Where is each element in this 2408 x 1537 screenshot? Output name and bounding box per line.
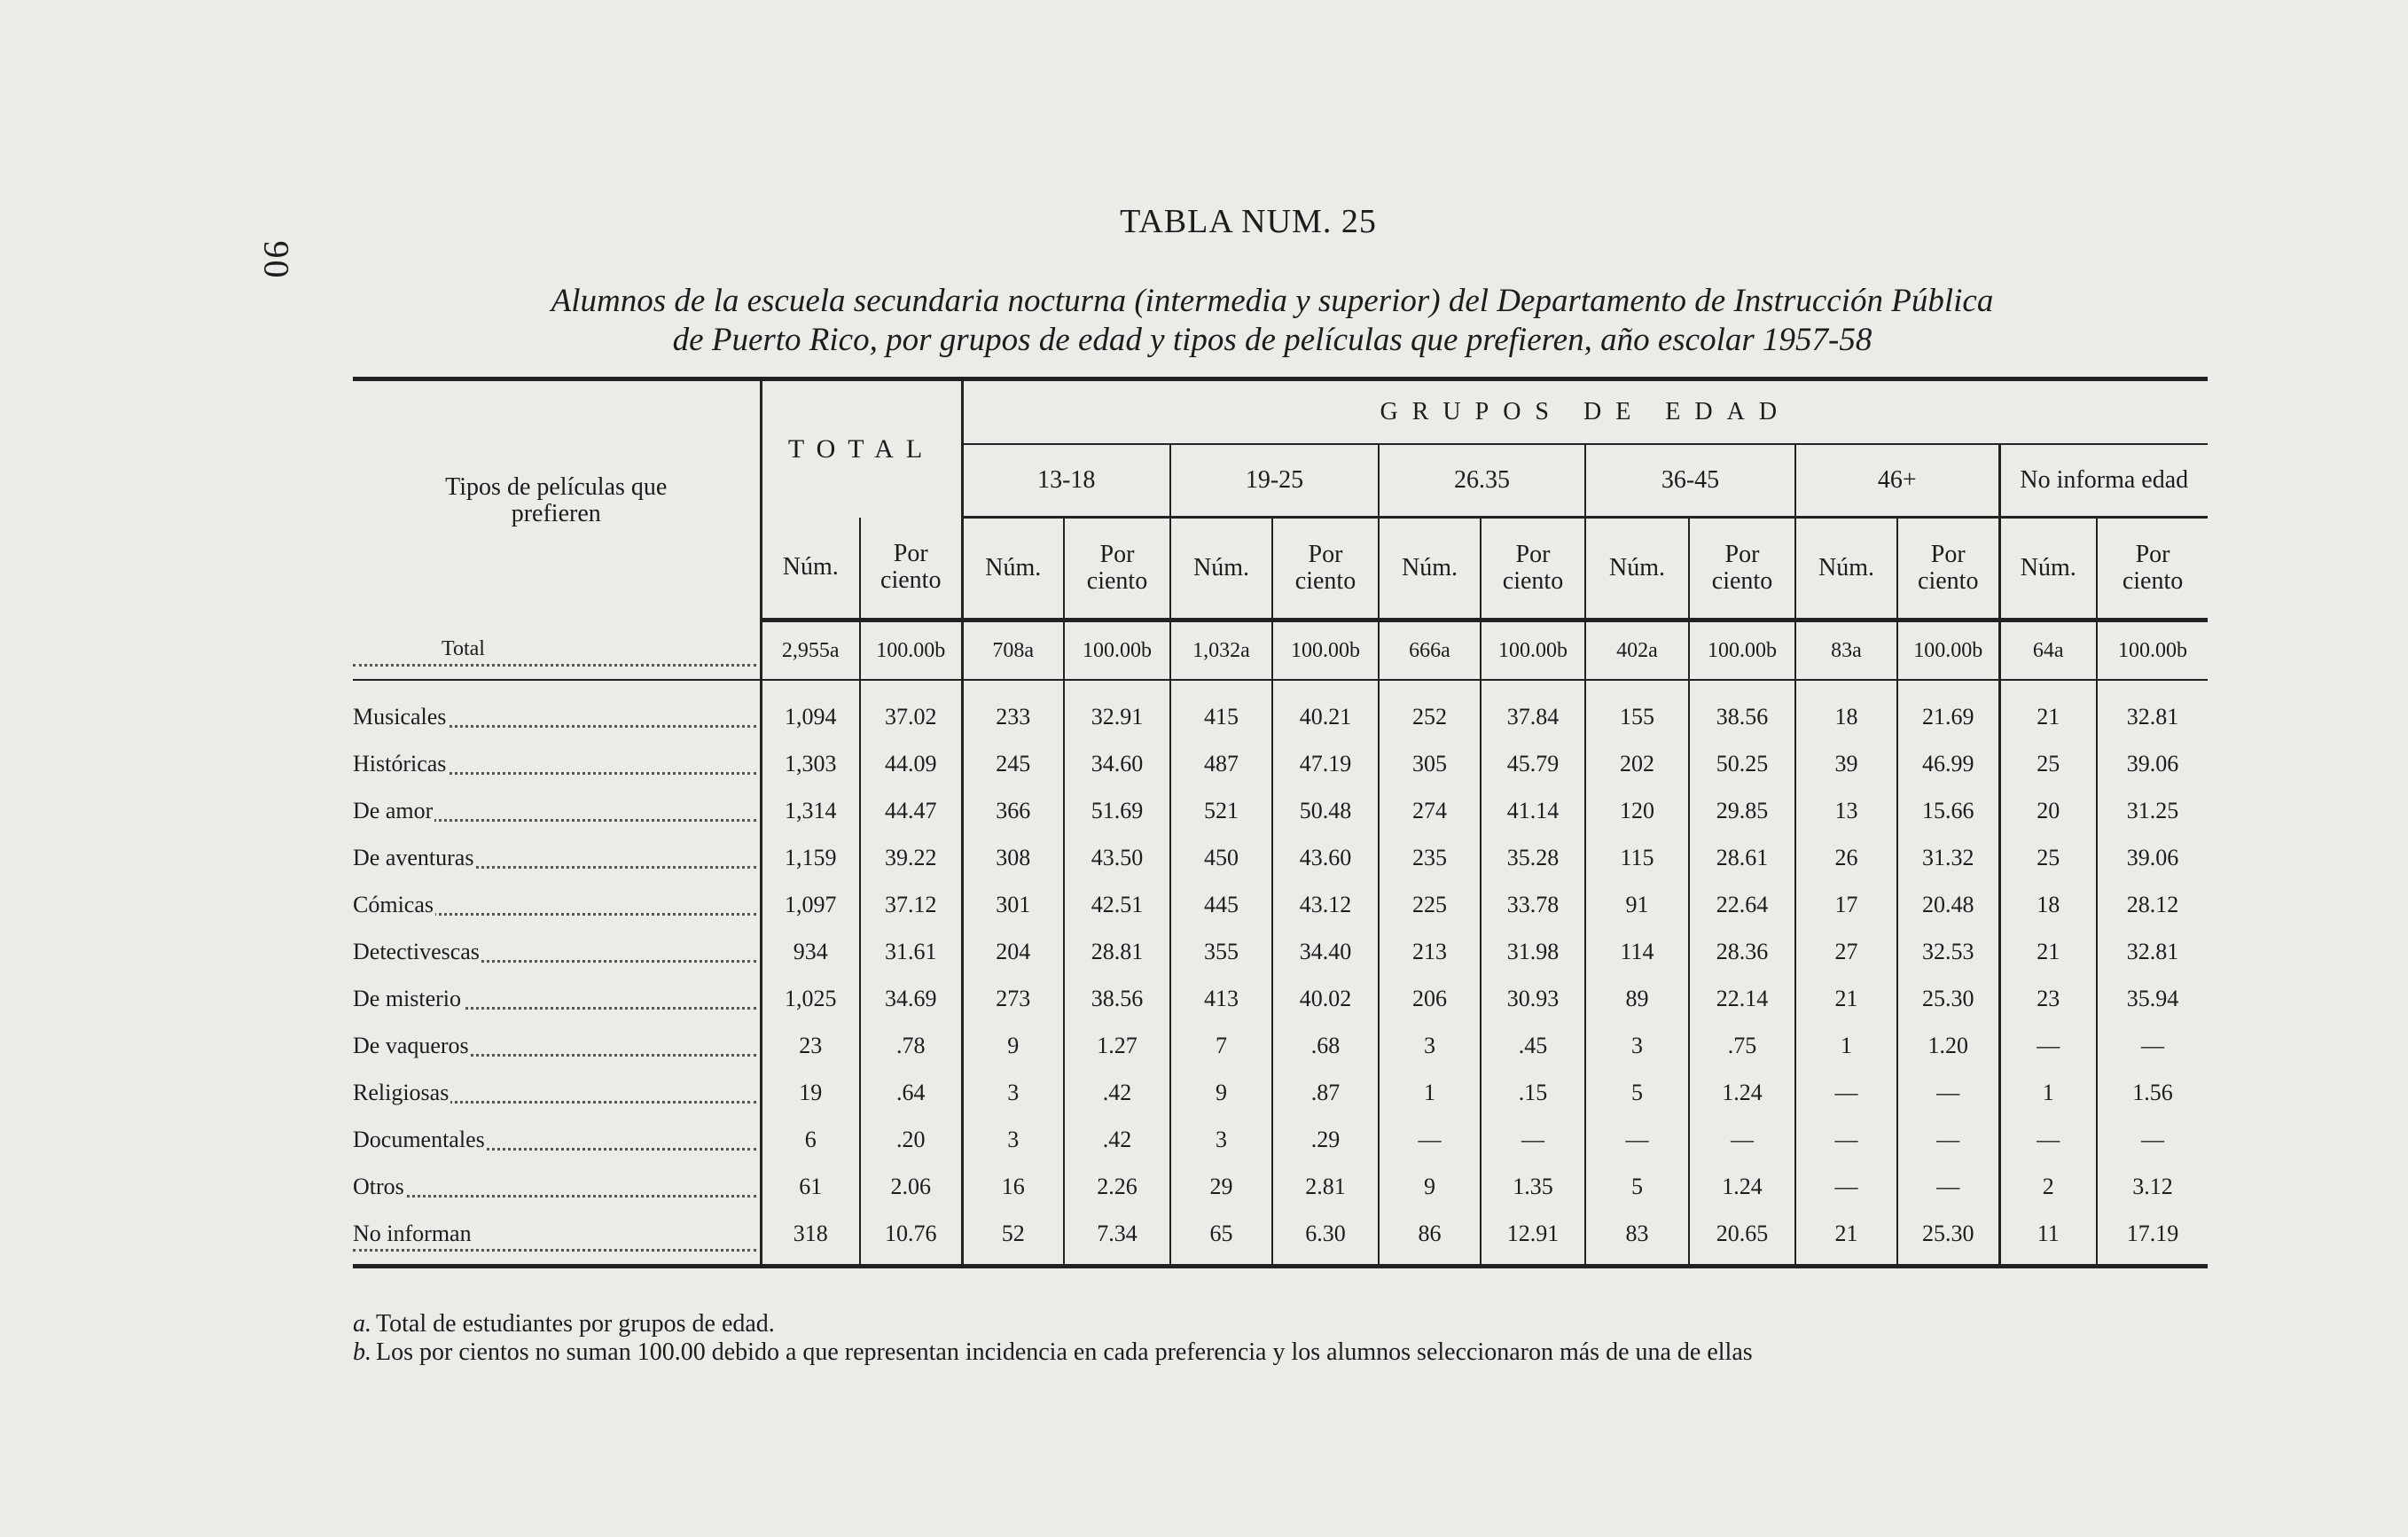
row-label: De vaqueros: [353, 1022, 761, 1069]
percent-cell: 35.28: [1481, 834, 1585, 881]
count-cell: 25: [1999, 740, 2097, 787]
count-cell: 235: [1379, 834, 1481, 881]
count-cell: 233: [962, 680, 1064, 740]
percent-cell: 2.26: [1064, 1163, 1170, 1210]
count-cell: 5: [1585, 1163, 1689, 1210]
percent-cell: 39.22: [860, 834, 962, 881]
count-cell: 204: [962, 928, 1064, 975]
percent-cell: 1.56: [2097, 1069, 2208, 1116]
percent-cell: —: [2097, 1116, 2208, 1163]
percent-cell: 7.34: [1064, 1210, 1170, 1267]
count-cell: 1,097: [761, 881, 860, 928]
count-cell: 52: [962, 1210, 1064, 1267]
percent-cell: 37.12: [860, 881, 962, 928]
percent-cell: 37.84: [1481, 680, 1585, 740]
num-column-header: Núm.: [1170, 518, 1272, 620]
count-cell: 83: [1585, 1210, 1689, 1267]
row-label: De amor: [353, 787, 761, 834]
count-cell: 20: [1999, 787, 2097, 834]
row-label: Musicales: [353, 680, 761, 740]
percent-cell: .29: [1272, 1116, 1379, 1163]
count-cell: 9: [962, 1022, 1064, 1069]
count-cell: 26: [1795, 834, 1897, 881]
count-cell: 487: [1170, 740, 1272, 787]
table-row: [353, 928, 2208, 975]
percent-cell: 25.30: [1897, 1210, 1999, 1267]
count-cell: 1,314: [761, 787, 860, 834]
percent-cell: 46.99: [1897, 740, 1999, 787]
age-group-26-35: 26.35: [1379, 444, 1585, 518]
percent-cell: 28.36: [1689, 928, 1795, 975]
percent-cell: 35.94: [2097, 975, 2208, 1022]
count-cell: 252: [1379, 680, 1481, 740]
percent-cell: 1.35: [1481, 1163, 1585, 1210]
percent-cell: 37.02: [860, 680, 962, 740]
percent-cell: 50.25: [1689, 740, 1795, 787]
percent-cell: 20.48: [1897, 881, 1999, 928]
count-cell: —: [1999, 1022, 2097, 1069]
footnote-a: [353, 1310, 2215, 1338]
percent-cell: 43.50: [1064, 834, 1170, 881]
percent-cell: 34.60: [1064, 740, 1170, 787]
total-percent-cell: 100.00b: [1897, 620, 1999, 681]
percent-column-header: Por ciento: [860, 518, 962, 620]
percent-cell: 38.56: [1689, 680, 1795, 740]
percent-column-header: Por ciento: [1897, 518, 1999, 620]
table-row: [353, 881, 2208, 928]
table-title: TABLA NUM. 25: [1120, 203, 1377, 240]
percent-cell: 22.64: [1689, 881, 1795, 928]
percent-cell: 30.93: [1481, 975, 1585, 1022]
count-cell: 9: [1379, 1163, 1481, 1210]
percent-cell: 38.56: [1064, 975, 1170, 1022]
count-cell: 21: [1999, 680, 2097, 740]
percent-cell: 32.91: [1064, 680, 1170, 740]
percent-cell: .75: [1689, 1022, 1795, 1069]
count-cell: 1,094: [761, 680, 860, 740]
total-count-cell: 666a: [1379, 620, 1481, 681]
age-group-no-informa: No informa edad: [1999, 444, 2208, 518]
count-cell: 1,025: [761, 975, 860, 1022]
total-percent-cell: 100.00b: [860, 620, 962, 681]
count-cell: 13: [1795, 787, 1897, 834]
percent-cell: 34.40: [1272, 928, 1379, 975]
age-group-36-45: 36-45: [1585, 444, 1795, 518]
table-row: [353, 740, 2208, 787]
count-cell: 21: [1999, 928, 2097, 975]
total-count-cell: 64a: [1999, 620, 2097, 681]
count-cell: 245: [962, 740, 1064, 787]
count-cell: 206: [1379, 975, 1481, 1022]
count-cell: 65: [1170, 1210, 1272, 1267]
row-label: Históricas: [353, 740, 761, 787]
percent-cell: 44.09: [860, 740, 962, 787]
total-percent-cell: 100.00b: [1481, 620, 1585, 681]
percent-cell: 29.85: [1689, 787, 1795, 834]
percent-cell: 31.32: [1897, 834, 1999, 881]
count-cell: 318: [761, 1210, 860, 1267]
count-cell: 1,303: [761, 740, 860, 787]
percent-cell: 25.30: [1897, 975, 1999, 1022]
count-cell: 213: [1379, 928, 1481, 975]
count-cell: 18: [1795, 680, 1897, 740]
percent-cell: .87: [1272, 1069, 1379, 1116]
percent-cell: .78: [860, 1022, 962, 1069]
percent-cell: 43.12: [1272, 881, 1379, 928]
total-count-cell: 708a: [962, 620, 1064, 681]
count-cell: 934: [761, 928, 860, 975]
table-row: [353, 975, 2208, 1022]
percent-cell: 1.24: [1689, 1163, 1795, 1210]
percent-column-header: Por ciento: [1272, 518, 1379, 620]
table-row: [353, 787, 2208, 834]
total-count-cell: 1,032a: [1170, 620, 1272, 681]
percent-cell: 43.60: [1272, 834, 1379, 881]
count-cell: 1,159: [761, 834, 860, 881]
count-cell: 155: [1585, 680, 1689, 740]
count-cell: 3: [1170, 1116, 1272, 1163]
subtitle-line-2: de Puerto Rico, por grupos de edad y tipos de películas que prefieren, año escolar 1957-58: [672, 322, 1872, 358]
count-cell: 115: [1585, 834, 1689, 881]
percent-cell: .15: [1481, 1069, 1585, 1116]
count-cell: 450: [1170, 834, 1272, 881]
count-cell: 202: [1585, 740, 1689, 787]
percent-cell: .20: [860, 1116, 962, 1163]
count-cell: —: [1795, 1163, 1897, 1210]
footnote-mark: a.: [353, 1310, 371, 1338]
percent-cell: .45: [1481, 1022, 1585, 1069]
percent-cell: 1.20: [1897, 1022, 1999, 1069]
percent-cell: 28.81: [1064, 928, 1170, 975]
count-cell: 225: [1379, 881, 1481, 928]
table-subtitle: [355, 282, 2190, 360]
data-table: [353, 381, 2208, 1268]
total-percent-cell: 100.00b: [2097, 620, 2208, 681]
footnote-text: Total de estudiantes por grupos de edad.: [376, 1310, 775, 1338]
count-cell: 355: [1170, 928, 1272, 975]
subtitle-line-1: Alumnos de la escuela secundaria nocturna (intermedia y superior) del Departamento de Instrucción Pública: [551, 283, 1994, 319]
row-label: De misterio: [353, 975, 761, 1022]
count-cell: 274: [1379, 787, 1481, 834]
num-column-header: Núm.: [1585, 518, 1689, 620]
row-label: Otros: [353, 1163, 761, 1210]
percent-cell: 28.12: [2097, 881, 2208, 928]
count-cell: 9: [1170, 1069, 1272, 1116]
count-cell: 91: [1585, 881, 1689, 928]
total-percent-cell: 100.00b: [1272, 620, 1379, 681]
count-cell: 6: [761, 1116, 860, 1163]
percent-cell: 39.06: [2097, 740, 2208, 787]
count-cell: 521: [1170, 787, 1272, 834]
percent-cell: 28.61: [1689, 834, 1795, 881]
count-cell: 29: [1170, 1163, 1272, 1210]
count-cell: 3: [962, 1116, 1064, 1163]
total-header: TOTAL: [761, 381, 962, 518]
percent-cell: —: [1897, 1163, 1999, 1210]
count-cell: 366: [962, 787, 1064, 834]
count-cell: —: [1379, 1116, 1481, 1163]
total-percent-cell: 100.00b: [1064, 620, 1170, 681]
percent-cell: 6.30: [1272, 1210, 1379, 1267]
count-cell: 1: [1999, 1069, 2097, 1116]
table-row: [353, 1069, 2208, 1116]
percent-cell: 31.25: [2097, 787, 2208, 834]
count-cell: 3: [962, 1069, 1064, 1116]
table-row: [353, 1022, 2208, 1069]
percent-cell: 32.53: [1897, 928, 1999, 975]
row-label: Documentales: [353, 1116, 761, 1163]
count-cell: 23: [1999, 975, 2097, 1022]
count-cell: 7: [1170, 1022, 1272, 1069]
count-cell: 25: [1999, 834, 2097, 881]
count-cell: 415: [1170, 680, 1272, 740]
percent-cell: 31.98: [1481, 928, 1585, 975]
count-cell: 21: [1795, 1210, 1897, 1267]
percent-cell: .42: [1064, 1069, 1170, 1116]
count-cell: 61: [761, 1163, 860, 1210]
percent-cell: 15.66: [1897, 787, 1999, 834]
percent-cell: 39.06: [2097, 834, 2208, 881]
count-cell: 305: [1379, 740, 1481, 787]
row-label: Total: [353, 620, 761, 681]
row-label: De aventuras: [353, 834, 761, 881]
total-count-cell: 2,955a: [761, 620, 860, 681]
percent-cell: 2.81: [1272, 1163, 1379, 1210]
count-cell: 27: [1795, 928, 1897, 975]
count-cell: —: [1999, 1116, 2097, 1163]
percent-cell: 20.65: [1689, 1210, 1795, 1267]
percent-cell: 42.51: [1064, 881, 1170, 928]
count-cell: 1: [1795, 1022, 1897, 1069]
row-label: Cómicas: [353, 881, 761, 928]
row-header: Tipos de películas que prefieren: [445, 472, 668, 527]
percent-cell: 3.12: [2097, 1163, 2208, 1210]
footnote-b: [353, 1338, 2215, 1367]
percent-cell: 1.27: [1064, 1022, 1170, 1069]
footnotes: [353, 1310, 2215, 1367]
percent-column-header: Por ciento: [1064, 518, 1170, 620]
count-cell: 114: [1585, 928, 1689, 975]
percent-cell: 32.81: [2097, 928, 2208, 975]
age-group-46-plus: 46+: [1795, 444, 1999, 518]
count-cell: 273: [962, 975, 1064, 1022]
count-cell: 39: [1795, 740, 1897, 787]
percent-cell: 45.79: [1481, 740, 1585, 787]
percent-cell: 31.61: [860, 928, 962, 975]
percent-cell: —: [1897, 1069, 1999, 1116]
percent-cell: 21.69: [1897, 680, 1999, 740]
num-column-header: Núm.: [962, 518, 1064, 620]
num-column-header: Núm.: [1379, 518, 1481, 620]
percent-cell: .64: [860, 1069, 962, 1116]
percent-cell: —: [1897, 1116, 1999, 1163]
count-cell: 301: [962, 881, 1064, 928]
percent-cell: 40.21: [1272, 680, 1379, 740]
percent-cell: 22.14: [1689, 975, 1795, 1022]
age-group-19-25: 19-25: [1170, 444, 1379, 518]
table-row: [353, 834, 2208, 881]
page-number: 90: [256, 240, 297, 280]
age-groups-header: GRUPOS DE EDAD: [962, 381, 2208, 444]
count-cell: —: [1795, 1069, 1897, 1116]
count-cell: —: [1585, 1116, 1689, 1163]
footnote-mark: b.: [353, 1338, 371, 1366]
total-percent-cell: 100.00b: [1689, 620, 1795, 681]
count-cell: —: [1795, 1116, 1897, 1163]
percent-cell: .42: [1064, 1116, 1170, 1163]
table-row: [353, 1210, 2208, 1267]
table-row: [353, 1116, 2208, 1163]
footnote-text: Los por cientos no suman 100.00 debido a que representan incidencia en cada preferencia y los alumnos seleccionaron más de una de ellas: [376, 1338, 1753, 1366]
percent-cell: 2.06: [860, 1163, 962, 1210]
count-cell: 120: [1585, 787, 1689, 834]
count-cell: 445: [1170, 881, 1272, 928]
percent-cell: 10.76: [860, 1210, 962, 1267]
percent-cell: 33.78: [1481, 881, 1585, 928]
percent-column-header: Por ciento: [2097, 518, 2208, 620]
percent-cell: 50.48: [1272, 787, 1379, 834]
percent-cell: 40.02: [1272, 975, 1379, 1022]
num-column-header: Núm.: [1999, 518, 2097, 620]
row-label: Religiosas: [353, 1069, 761, 1116]
num-column-header: Núm.: [1795, 518, 1897, 620]
count-cell: 1: [1379, 1069, 1481, 1116]
percent-cell: 47.19: [1272, 740, 1379, 787]
percent-cell: .68: [1272, 1022, 1379, 1069]
count-cell: 21: [1795, 975, 1897, 1022]
total-count-cell: 402a: [1585, 620, 1689, 681]
percent-cell: 44.47: [860, 787, 962, 834]
percent-cell: —: [2097, 1022, 2208, 1069]
percent-cell: 41.14: [1481, 787, 1585, 834]
count-cell: 3: [1585, 1022, 1689, 1069]
percent-cell: 32.81: [2097, 680, 2208, 740]
percent-cell: 51.69: [1064, 787, 1170, 834]
count-cell: 3: [1379, 1022, 1481, 1069]
percent-cell: 12.91: [1481, 1210, 1585, 1267]
count-cell: 18: [1999, 881, 2097, 928]
count-cell: 413: [1170, 975, 1272, 1022]
count-cell: 5: [1585, 1069, 1689, 1116]
count-cell: 89: [1585, 975, 1689, 1022]
row-label: No informan: [353, 1210, 761, 1267]
total-count-cell: 83a: [1795, 620, 1897, 681]
count-cell: 86: [1379, 1210, 1481, 1267]
count-cell: 17: [1795, 881, 1897, 928]
num-column-header: Núm.: [761, 518, 860, 620]
age-group-13-18: 13-18: [962, 444, 1170, 518]
percent-cell: 1.24: [1689, 1069, 1795, 1116]
percent-column-header: Por ciento: [1689, 518, 1795, 620]
count-cell: 11: [1999, 1210, 2097, 1267]
count-cell: 16: [962, 1163, 1064, 1210]
total-row: [353, 620, 2208, 681]
count-cell: 19: [761, 1069, 860, 1116]
data-table-container: [353, 377, 2208, 1268]
percent-cell: —: [1689, 1116, 1795, 1163]
percent-cell: 34.69: [860, 975, 962, 1022]
row-label: Detectivescas: [353, 928, 761, 975]
count-cell: 23: [761, 1022, 860, 1069]
percent-cell: 17.19: [2097, 1210, 2208, 1267]
count-cell: 2: [1999, 1163, 2097, 1210]
count-cell: 308: [962, 834, 1064, 881]
percent-cell: —: [1481, 1116, 1585, 1163]
percent-column-header: Por ciento: [1481, 518, 1585, 620]
table-row: [353, 1163, 2208, 1210]
table-row: [353, 680, 2208, 740]
